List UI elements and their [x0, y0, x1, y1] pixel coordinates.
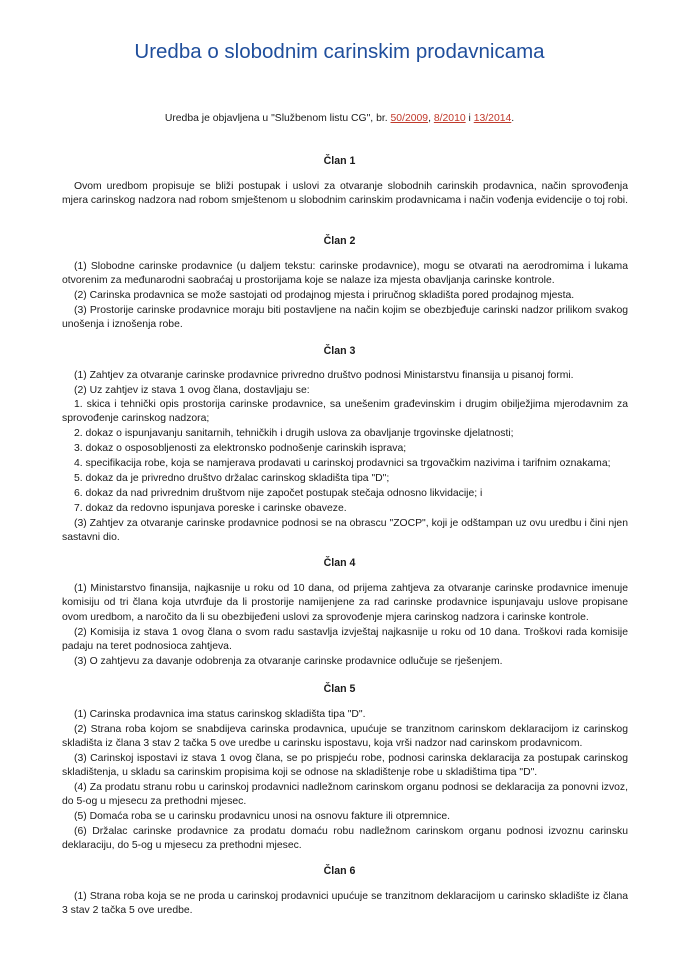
list-item: 4. specifikacija robe, koja se namjerava prodavati u carinskoj prodavnici sa trgovačkim nazivima i tarifnim oznakama; [74, 458, 611, 469]
article-paragraph: (4) Za prodatu stranu robu u carinskoj prodavnici nadležnom carinskom organu podnosi se deklaracija za ponovni izvoz, do 5-og u mjesecu za prethodni mjesec. [62, 782, 628, 808]
list-item: 6. dokaz da nad privrednim društvom nije započet postupak stečaja odnosno likvidacije; i [74, 488, 483, 499]
document-title: Uredba o slobodnim carinskim prodavnicama [134, 40, 545, 63]
article-paragraph: (2) Uz zahtjev iz stava 1 ovog člana, dostavljaju se: [74, 385, 310, 396]
article-paragraph: (1) Zahtjev za otvaranje carinske prodavnice privredno društvo podnosi Ministarstvu finansija u pisanoj formi. [74, 370, 574, 381]
article-heading: Član 5 [323, 683, 356, 695]
list-item: 2. dokaz o ispunjavanju sanitarnih, tehničkih i drugih uslova za obavljanje trgovinske djelatnosti; [74, 428, 514, 439]
publication-prefix: Uredba je objavljena u "Službenom listu CG", br. [164, 113, 391, 124]
article-paragraph: (1) Strana roba koja se ne proda u carinskoj prodavnici upućuje se tranzitnom deklaracijom u carinsko skladište iz člana 3 stav 2 tačka 5 ove uredbe. [62, 891, 628, 917]
list-item: 1. skica i tehnički opis prostorija carinske prodavnice, sa unešenim građevinskim i drugim obilježjima mjerodavnim za sprovođenje carinskog nadzora; [62, 399, 628, 425]
gazette-ref-link[interactable]: 50/2009 [390, 113, 429, 124]
list-item: 5. dokaz da je privredno društvo držalac carinskog skladišta tipa "D"; [74, 473, 390, 484]
article-paragraph: (1) Slobodne carinske prodavnice (u daljem tekstu: carinske prodavnice), mogu se otvarati na aerodromima i lukama otvorenim za međunarodni saobraćaj u prostorijama koje se nalaze iza mjesta obavljanja carinske kontrole. [62, 261, 628, 287]
article-paragraph: (2) Komisija iz stava 1 ovog člana o svom radu sastavlja izvještaj najkasnije u roku od 10 dana. Troškovi rada komisije padaju na teret podnosioca zahtjeva. [62, 627, 628, 653]
publication-note: Uredba je objavljena u "Službenom listu CG", br. 50/2009, 8/2010 i 13/2014. [164, 113, 515, 124]
article-heading: Član 4 [323, 557, 356, 569]
article-paragraph: (3) Zahtjev za otvaranje carinske prodavnice podnosi se na obrascu "ZOCP", koji je odštampan uz ovu uredbu i čini njen sastavni dio. [62, 518, 628, 544]
article-paragraph: (5) Domaća roba se u carinsku prodavnicu unosi na osnovu fakture ili otpremnice. [74, 811, 450, 822]
article-paragraph: (2) Carinska prodavnica se može sastojati od prodajnog mjesta i priručnog skladišta pored prodajnog mjesta. [74, 290, 575, 301]
list-item: 3. dokaz o osposobljenosti za elektronsko podnošenje carinskih isprava; [74, 443, 407, 454]
article-paragraph: (6) Držalac carinske prodavnice za prodatu domaću robu nadležnom carinskom organu podnosi izvoznu carinsku deklaraciju, do 5-og u mjesecu za prethodni mjesec. [62, 826, 628, 852]
article-paragraph: (1) Carinska prodavnica ima status carinskog skladišta tipa "D". [74, 709, 366, 720]
article-paragraph: (1) Ministarstvo finansija, najkasnije u roku od 10 dana, od prijema zahtjeva za otvaranje carinske prodavnice imenuje komisiju od tri člana koja utvrđuje da li prostorije namijenjene za rad carinske prodavnice ispunjavaju uslove propisane ovom uredbom, a naročito da li su obezbijeđeni uslovi za sprovođenje mjera carinskog nadzora i carinske kontrole. [62, 583, 628, 623]
article-paragraph: (3) Carinskoj ispostavi iz stava 1 ovog člana, se po prispjeću robe, podnosi carinska deklaracija za postupak carinskog skladištenja, u skladu sa carinskim propisima koji se odnose na skladištenje robe u skladištima tipa "D". [62, 753, 628, 779]
article-paragraph: (3) Prostorije carinske prodavnice moraju biti postavljene na način kojim se obezbjeđuje carinski nadzor prilikom svakog unošenja i iznošenja robe. [62, 305, 628, 331]
list-item: 7. dokaz da redovno ispunjava poreske i carinske obaveze. [74, 503, 347, 514]
article-paragraph: (3) O zahtjevu za davanje odobrenja za otvaranje carinske prodavnice odlučuje se rješenjem. [74, 656, 503, 667]
article-heading: Član 2 [323, 235, 356, 247]
article-paragraph: (2) Strana roba kojom se snabdijeva carinska prodavnica, upućuje se tranzitnom carinskom deklaracijom iz carinskog skladišta iz člana 3 stav 2 tačka 5 ove uredbe u carinsku ispostavu, koja vrši nadzor nad carinskom prodavnicom. [62, 724, 628, 750]
article-heading: Član 6 [323, 865, 356, 877]
article-heading: Član 1 [323, 155, 356, 167]
gazette-ref-link[interactable]: 8/2010 [433, 113, 466, 124]
article-heading: Član 3 [323, 345, 356, 357]
gazette-ref-link[interactable]: 13/2014 [473, 113, 512, 124]
article-paragraph: Ovom uredbom propisuje se bliži postupak i uslovi za otvaranje slobodnih carinskih prodavnica, način sprovođenja mjera carinskog nadzora nad robom smještenom u slobodnim carinskim prodavnicama i način vođenja evidencije o toj robi. [62, 181, 628, 207]
